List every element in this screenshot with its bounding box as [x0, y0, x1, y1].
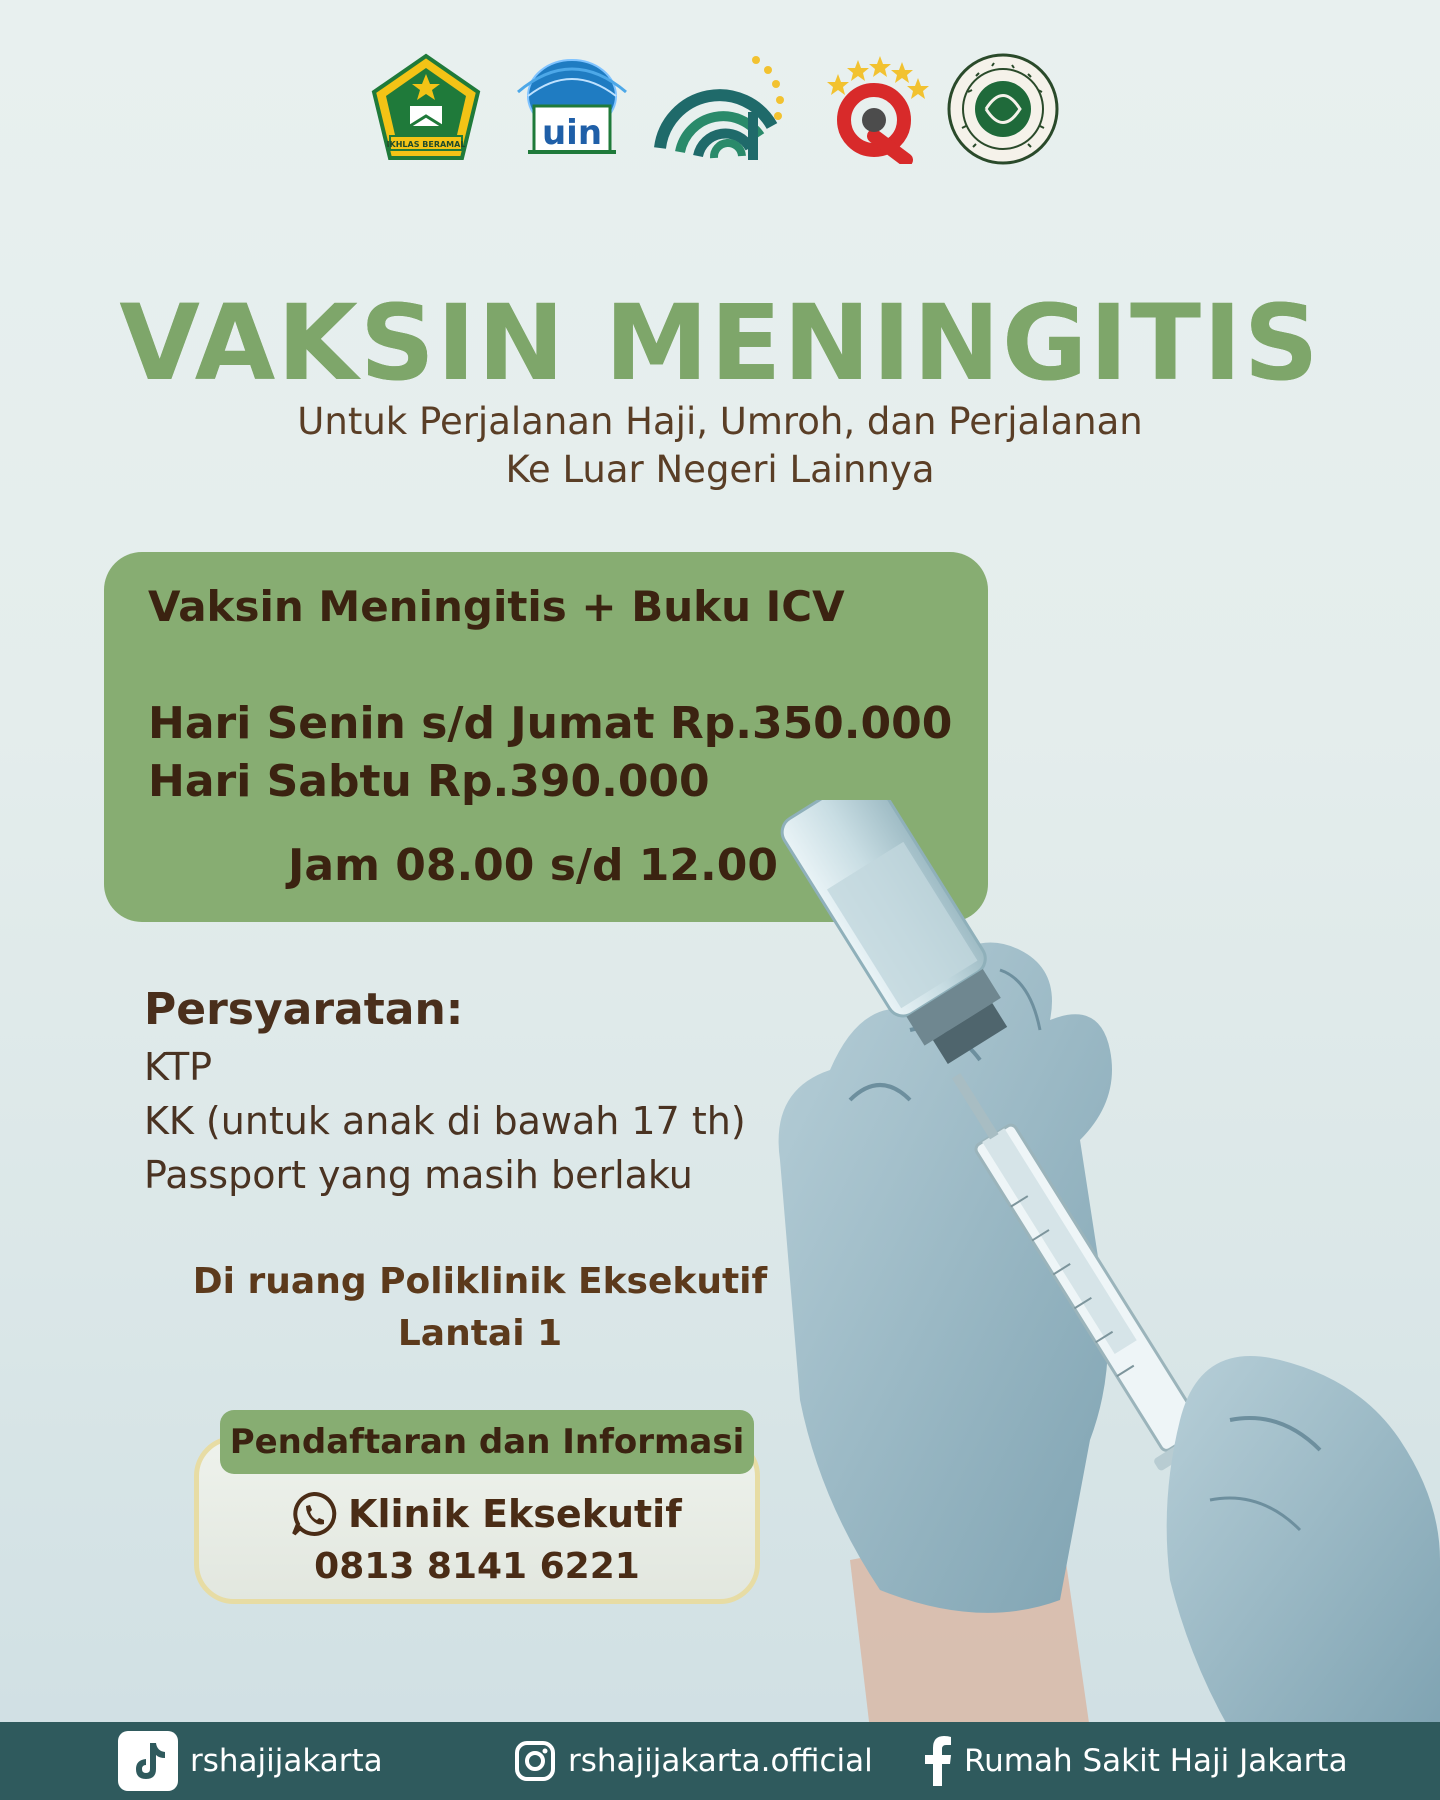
instagram-icon: [514, 1740, 556, 1782]
whatsapp-icon: [290, 1490, 338, 1538]
uin-text: uin: [541, 113, 603, 153]
uin-logo: [514, 52, 630, 164]
q-stars-logo: [818, 52, 930, 164]
kemenag-logo: [366, 52, 486, 164]
kemenag-banner-text: IKHLAS BERAMAL: [386, 140, 466, 149]
requirement-item: Passport yang masih berlaku: [144, 1153, 693, 1197]
contact-name-text: Klinik Eksekutif: [348, 1492, 682, 1536]
price-card-title: Vaksin Meningitis + Buku ICV: [148, 582, 845, 631]
requirements-list: [144, 1040, 746, 1202]
location-line: Di ruang Poliklinik Eksekutif: [192, 1261, 768, 1302]
contact-name[interactable]: [290, 1490, 682, 1538]
requirement-item: KTP: [144, 1045, 213, 1089]
subtitle: [0, 398, 1440, 494]
contact-phone[interactable]: 0813 8141 6221: [314, 1546, 640, 1587]
rs-haji-logo: [652, 52, 792, 164]
service-hours: Jam 08.00 s/d 12.00: [288, 840, 778, 891]
tiktok-icon: [118, 1731, 178, 1791]
subtitle-line: Untuk Perjalanan Haji, Umroh, dan Perjalanan: [297, 400, 1143, 443]
page-title: VAKSIN MENINGITIS: [119, 282, 1321, 404]
instagram-handle: rshajijakarta.official: [568, 1743, 873, 1779]
subtitle-line: Ke Luar Negeri Lainnya: [505, 448, 935, 491]
location: [180, 1256, 780, 1360]
gloved-hands-syringe-image: [760, 800, 1440, 1730]
dsn-mui-seal-logo: [946, 52, 1060, 166]
tiktok-link[interactable]: [118, 1722, 383, 1800]
requirements-title: Persyaratan:: [144, 984, 464, 1035]
registration-header: Pendaftaran dan Informasi: [220, 1410, 754, 1474]
instagram-link[interactable]: [514, 1722, 873, 1800]
requirement-item: KK (untuk anak di bawah 17 th): [144, 1099, 746, 1143]
footer-social-bar: [0, 1722, 1440, 1800]
facebook-page: Rumah Sakit Haji Jakarta: [964, 1743, 1348, 1779]
facebook-link[interactable]: [924, 1722, 1348, 1800]
location-line: Lantai 1: [397, 1313, 563, 1354]
weekday-price: Hari Senin s/d Jumat Rp.350.000: [148, 698, 953, 749]
saturday-price: Hari Sabtu Rp.390.000: [148, 756, 710, 807]
facebook-icon: [924, 1736, 952, 1786]
partner-logos: [0, 52, 1440, 172]
tiktok-handle: rshajijakarta: [190, 1743, 383, 1779]
